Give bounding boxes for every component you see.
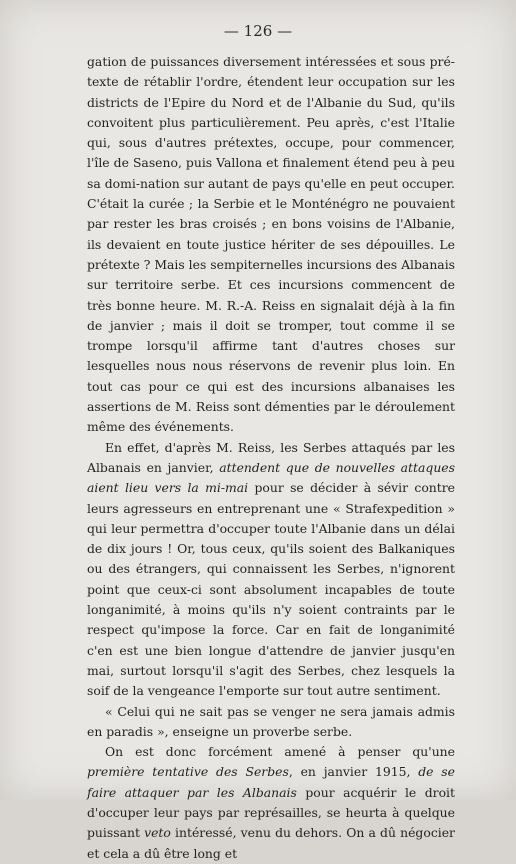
- paragraph: [87, 52, 455, 438]
- italic-text: attendent que de nouvelles attaques aient lieu vers la mi-mai: [87, 459, 455, 496]
- text-segment: gation de puissances diversement intéressées et sous pré-texte de rétablir l'ordre, étendent leur occupation sur les districts de l'Epire du Nord et de l'Albanie du Sud, qu'ils convoitent plus particulièrement. Peu après, c'est l'Italie qui, sous d'autres prétextes, occupe, pour commencer, l'île de Saseno, puis Vallona et finalement étend peu à peu sa domi-nation sur autant de pays qu'elle en peut occuper. C'était la curée ; la Serbie et le Monténégro ne pouvaient par rester les bras croisés ; en bons voisins de l'Albanie, ils devaient en toute justice hériter de ses dépouilles. Le prétexte ? Mais les sempiternelles incursions des Albanais sur territoire serbe. Et ces incursions commencent de très bonne heure. M. R.-A. Reiss en signalait déjà à la fin de janvier ; mais il doit se tromper, tout comme il se trompe lorsqu'il affirme tant d'autres choses sur lesquelles nous nous réservons de revenir plus loin. En tout cas pour ce qui est des incursions albanaises les assertions de M. Reiss sont démenties par le déroulement même des événements.: [87, 54, 456, 435]
- text-segment: « Celui qui ne sait pas se venger ne sera jamais admis en paradis », enseigne un proverbe serbe.: [87, 703, 455, 739]
- page-number: — 126 —: [223, 22, 293, 40]
- text-segment: pour acquérir le droit d'occuper leur pays par représailles, se heurta à quelque puissant: [87, 784, 455, 841]
- italic-text: de se faire attaquer par les Albanais: [87, 764, 455, 800]
- text-segment: , en janvier 1915,: [288, 764, 419, 780]
- stray-mark: [228, 718, 236, 719]
- italic-text: veto: [144, 825, 171, 841]
- text-segment: pour se décider à sévir contre leurs agresseurs en entreprenant une « Strafexpedition » qui leur permettra d'occuper toute l'Albanie dans un délai de dix jours ! Or, tous ceux, qu'ils soient des Balkaniques ou des étrangers, qui connaissent les Serbes, n'ignorent point que ceux-ci sont absolument incapables de toute longanimité, à moins qu'ils n'y soient contraints par le respect qu'impose la force. Car en fait de longanimité c'en est une bien longue d'attendre de janvier jusqu'en mai, surtout lorsqu'il s'agit des Serbes, chez lesquels la soif de la vengeance l'emporte sur tout autre sentiment.: [87, 480, 455, 699]
- text-segment: En effet, d'après M. Reiss, les Serbes attaqués par les Albanais en janvier,: [87, 439, 455, 475]
- body-text: [87, 52, 455, 864]
- paragraph: [87, 742, 455, 864]
- text-segment: intéressé, venu du dehors. On a dû négocier et cela a dû être long et: [87, 825, 455, 861]
- text-segment: On est donc forcément amené à penser qu'une: [105, 744, 455, 760]
- italic-text: première tentative des Serbes: [87, 764, 289, 780]
- paragraph: [87, 702, 455, 743]
- paragraph: [87, 438, 455, 702]
